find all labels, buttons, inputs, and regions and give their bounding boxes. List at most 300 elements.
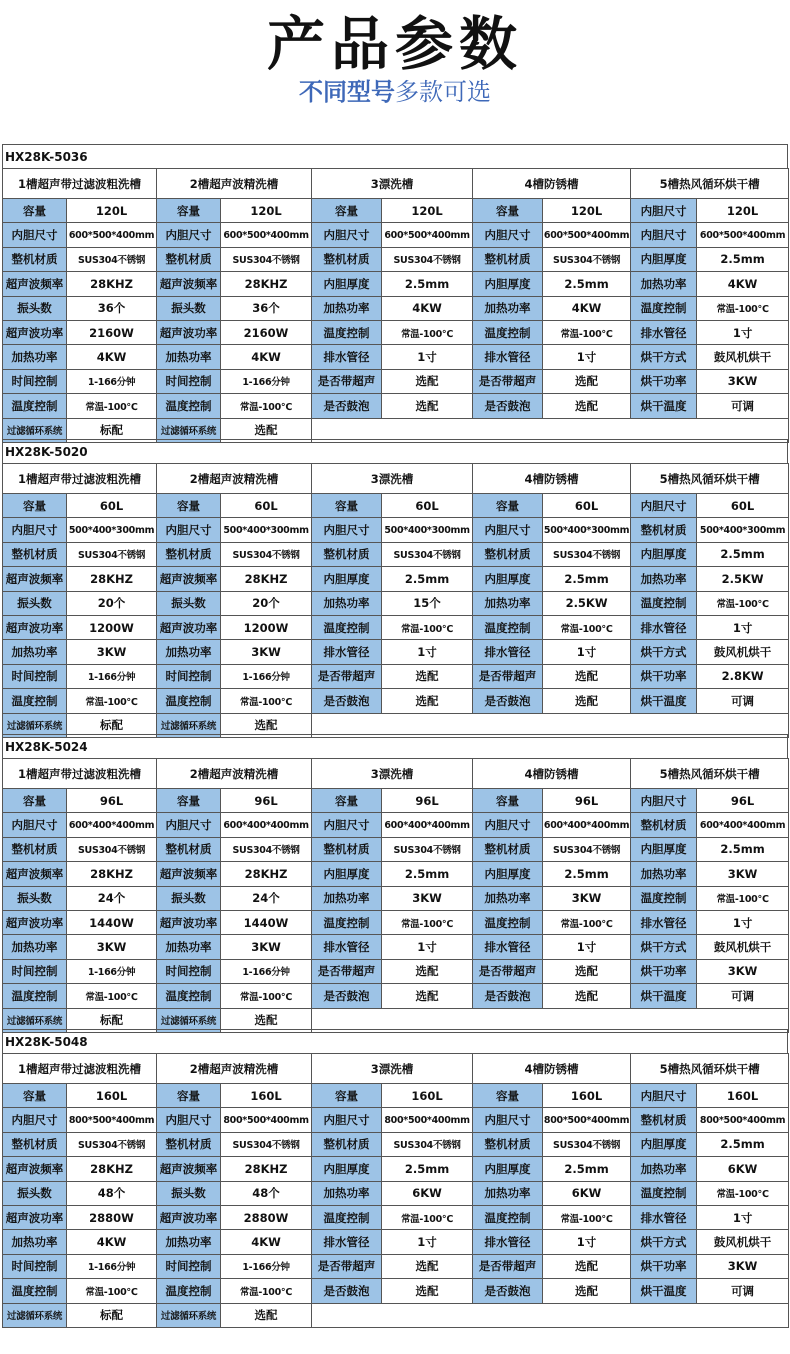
spec-label: 超声波功率 <box>157 1205 221 1229</box>
spec-value: 6KW <box>543 1181 631 1205</box>
spec-label: 烘干方式 <box>631 345 697 369</box>
table-row <box>3 247 789 271</box>
spec-value: 常温-100℃ <box>67 1279 157 1303</box>
tank-header-row <box>3 759 789 789</box>
spec-label: 内胆尺寸 <box>312 813 382 837</box>
spec-value: 120L <box>382 199 473 223</box>
spec-label: 烘干功率 <box>631 664 697 688</box>
tank-header: 3漂洗槽 <box>312 169 473 199</box>
spec-label: 温度控制 <box>631 296 697 320</box>
spec-label: 温度控制 <box>631 886 697 910</box>
tank-header: 2槽超声波精洗槽 <box>157 1054 312 1084</box>
spec-label: 排水管径 <box>312 640 382 664</box>
spec-label: 温度控制 <box>312 320 382 344</box>
spec-value: 3KW <box>697 862 789 886</box>
spec-value: 120L <box>221 199 312 223</box>
spec-label: 烘干温度 <box>631 984 697 1008</box>
table-row <box>3 223 789 247</box>
spec-value: 3KW <box>697 1254 789 1278</box>
spec-value: 2.5KW <box>697 567 789 591</box>
spec-value: 1寸 <box>697 320 789 344</box>
spec-label: 是否带超声 <box>312 1254 382 1278</box>
spec-value: SUS304不锈钢 <box>67 247 157 271</box>
spec-label: 温度控制 <box>157 394 221 418</box>
spec-label: 加热功率 <box>312 296 382 320</box>
spec-value: SUS304不锈钢 <box>67 542 157 566</box>
spec-label: 排水管径 <box>473 345 543 369</box>
spec-value: 20个 <box>67 591 157 615</box>
model-block <box>2 734 788 1029</box>
spec-label: 内胆尺寸 <box>312 1108 382 1132</box>
spec-label: 加热功率 <box>312 591 382 615</box>
spec-value: 6KW <box>697 1157 789 1181</box>
spec-value: 28KHZ <box>221 1157 312 1181</box>
tank-header: 4槽防锈槽 <box>473 1054 631 1084</box>
spec-label: 排水管径 <box>312 1230 382 1254</box>
spec-value: 选配 <box>221 1008 312 1032</box>
spec-label: 超声波功率 <box>157 615 221 639</box>
spec-value: 2.5mm <box>697 542 789 566</box>
spec-value: 60L <box>382 494 473 518</box>
spec-label: 内胆厚度 <box>631 837 697 861</box>
tank-header: 4槽防锈槽 <box>473 464 631 494</box>
spec-value: 1寸 <box>697 615 789 639</box>
spec-label: 排水管径 <box>473 935 543 959</box>
spec-value: 2.5mm <box>697 247 789 271</box>
spec-label: 超声波功率 <box>157 910 221 934</box>
spec-label: 容量 <box>3 789 67 813</box>
spec-label: 是否带超声 <box>312 369 382 393</box>
page-title: 产品参数 <box>266 10 523 78</box>
spec-label: 内胆尺寸 <box>312 518 382 542</box>
spec-tables <box>2 144 788 1324</box>
model-block <box>2 439 788 734</box>
spec-label: 过滤循环系统 <box>3 713 67 737</box>
spec-value: 28KHZ <box>221 272 312 296</box>
spec-value: 15个 <box>382 591 473 615</box>
spec-value: 2.5mm <box>382 862 473 886</box>
spec-label: 容量 <box>3 1084 67 1108</box>
spec-label: 温度控制 <box>473 320 543 344</box>
spec-value: SUS304不锈钢 <box>543 247 631 271</box>
spec-label: 加热功率 <box>473 1181 543 1205</box>
spec-label: 内胆厚度 <box>631 542 697 566</box>
spec-value: SUS304不锈钢 <box>543 837 631 861</box>
spec-label: 内胆尺寸 <box>473 518 543 542</box>
spec-label: 温度控制 <box>3 1279 67 1303</box>
spec-value: 1寸 <box>543 345 631 369</box>
tank-header: 5槽热风循环烘干槽 <box>631 759 789 789</box>
spec-value: 120L <box>543 199 631 223</box>
spec-label: 内胆厚度 <box>312 272 382 296</box>
tank-header: 2槽超声波精洗槽 <box>157 759 312 789</box>
spec-label: 振头数 <box>157 591 221 615</box>
spec-label: 容量 <box>3 494 67 518</box>
spec-value: 常温-100℃ <box>697 591 789 615</box>
table-row <box>3 959 789 983</box>
spec-label: 整机材质 <box>631 1108 697 1132</box>
tank-header: 3漂洗槽 <box>312 464 473 494</box>
spec-label: 整机材质 <box>312 542 382 566</box>
spec-value: 96L <box>382 789 473 813</box>
spec-value: 1-166分钟 <box>221 959 312 983</box>
spec-label: 温度控制 <box>631 1181 697 1205</box>
spec-label: 整机材质 <box>473 542 543 566</box>
spec-label: 整机材质 <box>473 247 543 271</box>
spec-label: 加热功率 <box>312 1181 382 1205</box>
spec-value: 3KW <box>67 935 157 959</box>
spec-value: 1寸 <box>382 640 473 664</box>
spec-label: 超声波频率 <box>3 567 67 591</box>
spec-value: 选配 <box>382 394 473 418</box>
spec-label: 过滤循环系统 <box>3 418 67 442</box>
spec-value: 1寸 <box>543 1230 631 1254</box>
tank-header: 1槽超声带过滤波粗洗槽 <box>3 169 157 199</box>
spec-label: 内胆厚度 <box>473 567 543 591</box>
spec-label: 时间控制 <box>3 664 67 688</box>
spec-value: 4KW <box>382 296 473 320</box>
spec-value: 常温-100℃ <box>221 1279 312 1303</box>
spec-label: 排水管径 <box>631 320 697 344</box>
tank-header: 1槽超声带过滤波粗洗槽 <box>3 464 157 494</box>
spec-value: 选配 <box>382 984 473 1008</box>
tank-header: 4槽防锈槽 <box>473 169 631 199</box>
spec-value: 160L <box>697 1084 789 1108</box>
spec-label: 是否鼓泡 <box>312 394 382 418</box>
spec-label: 整机材质 <box>312 1132 382 1156</box>
spec-label: 振头数 <box>3 591 67 615</box>
spec-label: 加热功率 <box>157 935 221 959</box>
spec-value: 20个 <box>221 591 312 615</box>
table-row <box>3 320 789 344</box>
spec-label: 内胆尺寸 <box>631 199 697 223</box>
spec-label: 加热功率 <box>3 640 67 664</box>
spec-value: 4KW <box>697 272 789 296</box>
spec-value: 1-166分钟 <box>67 1254 157 1278</box>
spec-value: 选配 <box>382 1279 473 1303</box>
spec-label: 加热功率 <box>3 1230 67 1254</box>
spec-value: 常温-100℃ <box>382 1205 473 1229</box>
spec-label: 内胆尺寸 <box>631 789 697 813</box>
spec-value: 60L <box>697 494 789 518</box>
spec-label: 排水管径 <box>631 615 697 639</box>
spec-label: 温度控制 <box>631 591 697 615</box>
spec-value: 3KW <box>382 886 473 910</box>
spec-value: 500*400*300mm <box>221 518 312 542</box>
spec-value: 2.8KW <box>697 664 789 688</box>
spec-value: 2880W <box>67 1205 157 1229</box>
spec-value: 鼓风机烘干 <box>697 935 789 959</box>
spec-value: 3KW <box>67 640 157 664</box>
spec-label: 过滤循环系统 <box>157 1008 221 1032</box>
spec-value: 选配 <box>221 713 312 737</box>
spec-value: 24个 <box>67 886 157 910</box>
table-row <box>3 394 789 418</box>
spec-value: 选配 <box>221 418 312 442</box>
spec-label: 超声波功率 <box>157 320 221 344</box>
spec-label: 内胆尺寸 <box>312 223 382 247</box>
spec-value: SUS304不锈钢 <box>382 1132 473 1156</box>
spec-label: 烘干方式 <box>631 1230 697 1254</box>
spec-label: 烘干功率 <box>631 959 697 983</box>
spec-value: SUS304不锈钢 <box>221 542 312 566</box>
spec-value: 28KHZ <box>221 567 312 591</box>
spec-value: 48个 <box>67 1181 157 1205</box>
spec-label: 内胆厚度 <box>473 272 543 296</box>
spec-label: 超声波功率 <box>3 615 67 639</box>
spec-label: 温度控制 <box>473 615 543 639</box>
spec-value: 选配 <box>382 1254 473 1278</box>
spec-value: 选配 <box>382 664 473 688</box>
spec-value: 1寸 <box>543 935 631 959</box>
spec-value: 1440W <box>221 910 312 934</box>
table-row <box>3 542 789 566</box>
spec-value: 标配 <box>67 713 157 737</box>
spec-label: 内胆尺寸 <box>473 1108 543 1132</box>
spec-label: 超声波频率 <box>157 272 221 296</box>
table-row <box>3 813 789 837</box>
spec-value: 标配 <box>67 1008 157 1032</box>
spec-value: 3KW <box>221 935 312 959</box>
spec-label: 超声波频率 <box>3 1157 67 1181</box>
spec-value: 1寸 <box>382 345 473 369</box>
spec-value: 常温-100℃ <box>697 296 789 320</box>
spec-value: 96L <box>543 789 631 813</box>
spec-label: 加热功率 <box>473 886 543 910</box>
spec-value: 120L <box>697 199 789 223</box>
spec-label: 超声波频率 <box>3 862 67 886</box>
spec-label: 内胆尺寸 <box>3 1108 67 1132</box>
spec-label: 烘干功率 <box>631 1254 697 1278</box>
spec-value: 1-166分钟 <box>67 959 157 983</box>
spec-value: 2160W <box>67 320 157 344</box>
tank-header: 5槽热风循环烘干槽 <box>631 1054 789 1084</box>
spec-value: 60L <box>543 494 631 518</box>
spec-value: 常温-100℃ <box>543 320 631 344</box>
spec-label: 加热功率 <box>631 272 697 296</box>
spec-label: 超声波频率 <box>157 862 221 886</box>
spec-value: SUS304不锈钢 <box>382 247 473 271</box>
spec-value: 常温-100℃ <box>382 615 473 639</box>
spec-value: 60L <box>221 494 312 518</box>
table-row <box>3 296 789 320</box>
spec-label: 内胆厚度 <box>312 1157 382 1181</box>
tank-header: 1槽超声带过滤波粗洗槽 <box>3 759 157 789</box>
table-row <box>3 591 789 615</box>
spec-label: 内胆尺寸 <box>631 223 697 247</box>
spec-value: 600*500*400mm <box>543 223 631 247</box>
spec-value: 500*400*300mm <box>697 518 789 542</box>
spec-value: 鼓风机烘干 <box>697 1230 789 1254</box>
spec-value: 选配 <box>543 394 631 418</box>
spec-value: 120L <box>67 199 157 223</box>
table-row <box>3 689 789 713</box>
page-subtitle <box>0 76 790 108</box>
table-row <box>3 1181 789 1205</box>
tank-header: 3漂洗槽 <box>312 759 473 789</box>
spec-label: 排水管径 <box>473 1230 543 1254</box>
spec-label: 温度控制 <box>3 394 67 418</box>
spec-value: 常温-100℃ <box>543 615 631 639</box>
spec-label: 容量 <box>473 789 543 813</box>
spec-label: 是否带超声 <box>473 959 543 983</box>
spec-label: 温度控制 <box>473 910 543 934</box>
table-row <box>3 984 789 1008</box>
spec-value: 1-166分钟 <box>221 664 312 688</box>
spec-label: 整机材质 <box>157 1132 221 1156</box>
spec-value: 1200W <box>221 615 312 639</box>
spec-value: 2.5mm <box>382 1157 473 1181</box>
table-row <box>3 567 789 591</box>
table-empty-cell <box>312 1303 789 1327</box>
spec-label: 超声波功率 <box>3 1205 67 1229</box>
spec-label: 排水管径 <box>631 910 697 934</box>
spec-value: 1200W <box>67 615 157 639</box>
spec-value: 常温-100℃ <box>221 689 312 713</box>
spec-label: 超声波频率 <box>157 567 221 591</box>
spec-value: SUS304不锈钢 <box>221 247 312 271</box>
subtitle-text: 多款可选 <box>395 78 491 106</box>
spec-label: 时间控制 <box>3 1254 67 1278</box>
spec-value: 600*400*400mm <box>221 813 312 837</box>
spec-value: 选配 <box>382 369 473 393</box>
table-row <box>3 272 789 296</box>
spec-value: 1寸 <box>543 640 631 664</box>
spec-table <box>2 463 789 738</box>
spec-label: 容量 <box>312 1084 382 1108</box>
spec-value: 160L <box>543 1084 631 1108</box>
spec-label: 温度控制 <box>157 1279 221 1303</box>
spec-label: 是否带超声 <box>473 1254 543 1278</box>
table-row <box>3 862 789 886</box>
model-name: HX28K-5048 <box>2 1029 788 1053</box>
spec-value: 可调 <box>697 984 789 1008</box>
spec-label: 容量 <box>312 199 382 223</box>
spec-value: 3KW <box>697 369 789 393</box>
spec-label: 过滤循环系统 <box>157 1303 221 1327</box>
spec-label: 加热功率 <box>473 296 543 320</box>
spec-label: 温度控制 <box>157 984 221 1008</box>
table-row <box>3 886 789 910</box>
spec-value: 选配 <box>543 984 631 1008</box>
spec-label: 整机材质 <box>3 542 67 566</box>
spec-value: 36个 <box>221 296 312 320</box>
spec-value: 160L <box>67 1084 157 1108</box>
spec-label: 加热功率 <box>312 886 382 910</box>
table-row <box>3 369 789 393</box>
spec-value: 选配 <box>382 959 473 983</box>
table-row <box>3 1254 789 1278</box>
spec-value: 可调 <box>697 394 789 418</box>
spec-value: 96L <box>67 789 157 813</box>
spec-value: 1-166分钟 <box>67 369 157 393</box>
subtitle-highlight: 不同型号 <box>299 78 395 106</box>
spec-label: 温度控制 <box>312 910 382 934</box>
spec-value: 可调 <box>697 689 789 713</box>
spec-label: 加热功率 <box>157 345 221 369</box>
spec-label: 超声波功率 <box>3 320 67 344</box>
spec-label: 烘干温度 <box>631 394 697 418</box>
spec-label: 时间控制 <box>3 369 67 393</box>
spec-label: 振头数 <box>157 1181 221 1205</box>
spec-label: 温度控制 <box>312 615 382 639</box>
spec-label: 整机材质 <box>312 247 382 271</box>
table-row <box>3 615 789 639</box>
spec-value: 6KW <box>382 1181 473 1205</box>
spec-label: 内胆尺寸 <box>3 518 67 542</box>
spec-value: 2880W <box>221 1205 312 1229</box>
table-row <box>3 789 789 813</box>
spec-value: SUS304不锈钢 <box>67 837 157 861</box>
spec-label: 温度控制 <box>3 984 67 1008</box>
tank-header: 3漂洗槽 <box>312 1054 473 1084</box>
spec-value: 选配 <box>543 1254 631 1278</box>
spec-value: 4KW <box>67 345 157 369</box>
spec-value: 常温-100℃ <box>221 984 312 1008</box>
spec-label: 加热功率 <box>631 1157 697 1181</box>
spec-value: 2.5mm <box>543 862 631 886</box>
spec-label: 加热功率 <box>3 345 67 369</box>
spec-value: 500*400*300mm <box>67 518 157 542</box>
spec-label: 超声波功率 <box>3 910 67 934</box>
spec-value: 常温-100℃ <box>67 984 157 1008</box>
spec-table <box>2 168 789 443</box>
tank-header-row <box>3 1054 789 1084</box>
spec-value: 28KHZ <box>67 567 157 591</box>
spec-label: 内胆厚度 <box>631 247 697 271</box>
spec-label: 烘干方式 <box>631 640 697 664</box>
spec-label: 加热功率 <box>157 1230 221 1254</box>
spec-label: 温度控制 <box>3 689 67 713</box>
tank-header: 5槽热风循环烘干槽 <box>631 464 789 494</box>
spec-label: 容量 <box>312 494 382 518</box>
spec-label: 是否鼓泡 <box>473 689 543 713</box>
spec-value: 160L <box>382 1084 473 1108</box>
spec-value: 1-166分钟 <box>221 1254 312 1278</box>
spec-label: 容量 <box>473 1084 543 1108</box>
spec-label: 振头数 <box>157 296 221 320</box>
spec-value: 1-166分钟 <box>221 369 312 393</box>
spec-label: 内胆尺寸 <box>157 518 221 542</box>
table-row <box>3 494 789 518</box>
spec-value: 1440W <box>67 910 157 934</box>
spec-label: 时间控制 <box>157 369 221 393</box>
tank-header: 1槽超声带过滤波粗洗槽 <box>3 1054 157 1084</box>
spec-value: 600*500*400mm <box>697 223 789 247</box>
table-row <box>3 1084 789 1108</box>
spec-value: 可调 <box>697 1279 789 1303</box>
spec-label: 是否带超声 <box>473 664 543 688</box>
tank-header-row <box>3 169 789 199</box>
spec-value: 4KW <box>543 296 631 320</box>
table-row <box>3 1108 789 1132</box>
spec-label: 过滤循环系统 <box>3 1303 67 1327</box>
spec-value: 1寸 <box>697 1205 789 1229</box>
spec-label: 整机材质 <box>473 1132 543 1156</box>
table-row <box>3 664 789 688</box>
spec-label: 内胆厚度 <box>312 862 382 886</box>
spec-value: 2.5mm <box>543 567 631 591</box>
spec-label: 容量 <box>473 494 543 518</box>
spec-value: SUS304不锈钢 <box>543 542 631 566</box>
page-header <box>0 0 790 140</box>
spec-value: 2.5KW <box>543 591 631 615</box>
spec-value: 常温-100℃ <box>382 320 473 344</box>
spec-label: 内胆尺寸 <box>3 223 67 247</box>
spec-value: 常温-100℃ <box>543 1205 631 1229</box>
spec-value: 800*500*400mm <box>382 1108 473 1132</box>
spec-label: 整机材质 <box>157 837 221 861</box>
